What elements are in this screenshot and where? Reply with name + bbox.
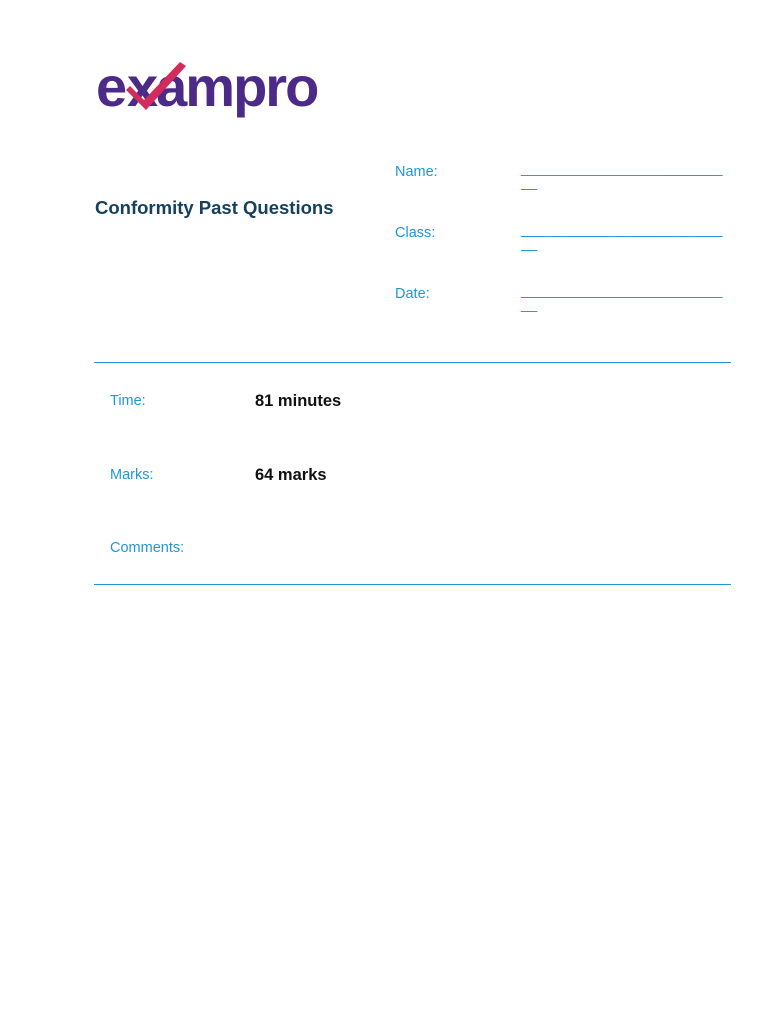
svg-text:xampro: xampro <box>127 56 318 118</box>
top-divider <box>94 362 731 363</box>
marks-value: 64 marks <box>255 466 327 484</box>
date-blank-line[interactable]: ___________________________ <box>521 283 723 313</box>
date-label: Date: <box>395 286 430 302</box>
time-label: Time: <box>110 393 146 409</box>
document-title: Conformity Past Questions <box>95 197 334 218</box>
class-blank-line[interactable]: ___________________________ <box>521 222 723 252</box>
name-blank-line[interactable]: ___________________________ <box>521 161 723 191</box>
time-value: 81 minutes <box>255 392 342 410</box>
class-label: Class: <box>395 225 436 241</box>
bottom-divider <box>94 584 731 585</box>
exampro-logo <box>96 56 376 124</box>
svg-text:e: e <box>96 56 126 118</box>
marks-label: Marks: <box>110 467 154 483</box>
name-label: Name: <box>395 164 438 180</box>
comments-label: Comments: <box>110 540 185 556</box>
